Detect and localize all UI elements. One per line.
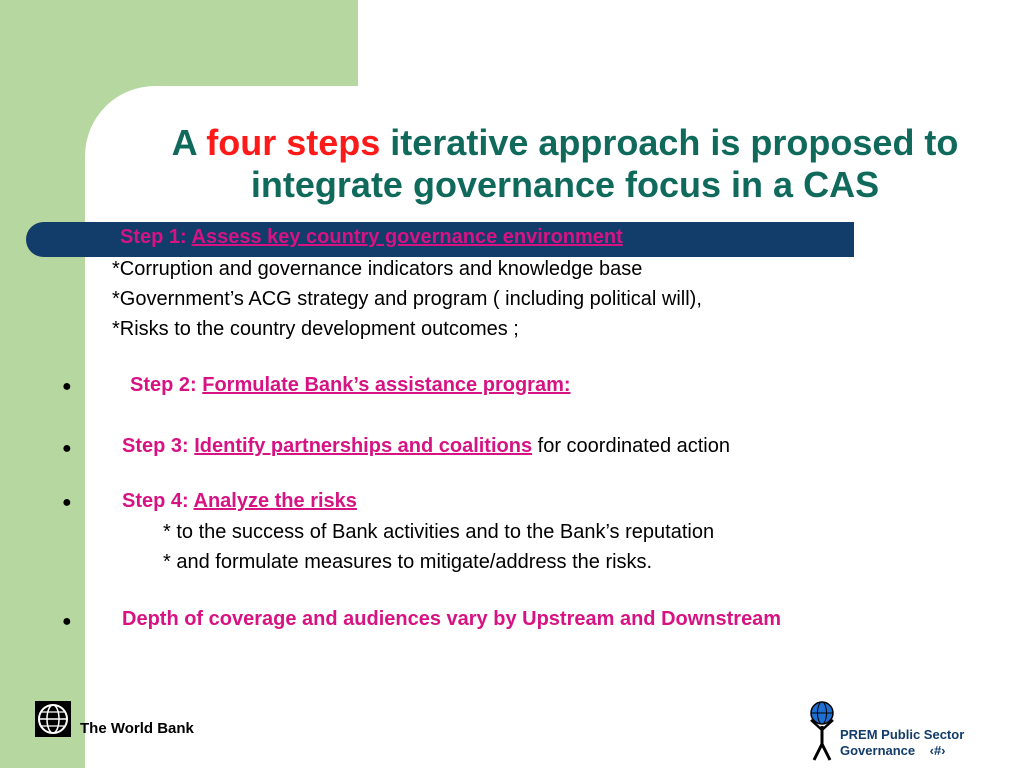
bullet-step3: ● <box>62 440 72 457</box>
step4-link[interactable]: Analyze the risks <box>193 490 357 512</box>
step4-heading <box>122 490 357 513</box>
slide-title <box>110 122 1020 206</box>
step1-link[interactable]: Assess key country governance environment <box>191 226 623 248</box>
step3-heading <box>122 435 730 458</box>
title-pre: A <box>171 122 207 163</box>
step1-label: Step 1 <box>120 226 181 248</box>
page-number: ‹#› <box>929 743 946 758</box>
step1-item-1: *Corruption and governance indicators and knowledge base <box>112 258 643 280</box>
world-bank-globe-icon <box>35 701 71 737</box>
bullet-step2: ● <box>62 378 72 395</box>
step1-item-2: *Government’s ACG strategy and program ( including political will), <box>112 288 702 310</box>
bullet-final: ● <box>62 613 72 630</box>
bullet-step4: ● <box>62 494 72 511</box>
world-bank-label: The World Bank <box>80 720 194 737</box>
step3-label: Step 3: <box>122 435 195 457</box>
title-post: iterative approach is proposed to integrate governance focus in a CAS <box>250 122 959 205</box>
step4-label: Step 4: <box>122 490 194 512</box>
prem-line2 <box>840 743 964 759</box>
step3-rest: for coordinated action <box>532 435 730 457</box>
step1-item-3: *Risks to the country development outcomes ; <box>112 318 519 340</box>
step2-link[interactable]: Formulate Bank’s assistance program: <box>202 374 571 396</box>
step4-item-2: * and formulate measures to mitigate/address the risks. <box>163 551 653 573</box>
prem-governance: Governance <box>840 743 916 758</box>
title-highlight: four steps <box>206 122 381 163</box>
step2-label: Step 2: <box>130 374 203 396</box>
prem-line1: PREM Public Sector <box>840 727 965 742</box>
step4-item-1: * to the success of Bank activities and to the Bank’s reputation <box>163 521 715 543</box>
left-green-strip <box>0 0 85 768</box>
step1-colon: : <box>180 226 192 248</box>
step3-link[interactable]: Identify partnerships and coalitions <box>194 435 533 457</box>
final-statement: Depth of coverage and audiences vary by Upstream and Downstream <box>122 608 782 630</box>
step1-heading <box>120 226 623 249</box>
step2-heading <box>130 374 571 397</box>
prem-figure-globe-icon <box>805 700 839 762</box>
prem-label <box>840 727 964 759</box>
